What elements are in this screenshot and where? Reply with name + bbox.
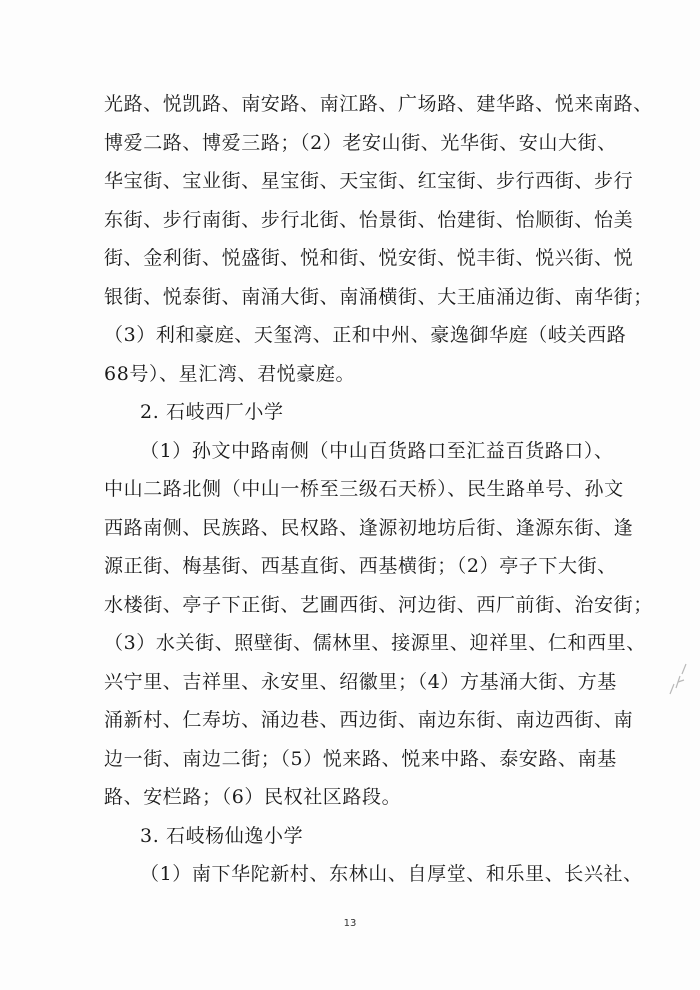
section-heading-2: 2. 石岐西厂小学 [140, 401, 284, 423]
text-line-19: 路、安栏路；（6）民权社区路段。 [104, 786, 402, 808]
text-line-10: （1）孙文中路南侧（中山百货路口至汇益百货路口）、 [140, 439, 614, 462]
text-line-14: 水楼街、亭子下正街、艺圃西街、河边街、西厂前街、治安街； [104, 593, 653, 616]
text-line-2: 博爱二路、博爱三路；（2）老安山街、光华街、安山大街、 [104, 131, 617, 154]
text-line-11: 中山二路北侧（中山一桥至三级石天桥）、民生路单号、孙文 [104, 478, 624, 500]
text-line-7: （3）利和豪庭、天玺湾、正和中州、豪逸御华庭（岐关西路 [104, 324, 627, 346]
text-line-1: 光路、悦凯路、南安路、南江路、广场路、建华路、悦来南路、 [104, 93, 653, 115]
text-line-3: 华宝街、宝业街、星宝街、天宝街、红宝街、步行西街、步行 [104, 170, 634, 192]
text-line-18: 边一街、南边二街；（5）悦来路、悦来中路、泰安路、南基 [104, 747, 617, 770]
text-line-13: 源正街、梅基街、西基直街、西基横街；（2）亭子下大街、 [104, 555, 617, 577]
margin-scribble-mark [664, 644, 694, 704]
text-line-15: （3）水关街、照壁街、儒林里、接源里、迎祥里、仁和西里、 [104, 632, 646, 654]
text-line-5: 街、金利街、悦盛街、悦和街、悦安街、悦丰街、悦兴街、悦 [104, 247, 634, 269]
text-line-12: 西路南侧、民族路、民权路、逢源初地坊后街、逢源东街、逢 [104, 516, 634, 539]
text-line-4: 东街、步行南街、步行北街、怡景街、怡建街、怡顺街、怡美 [104, 208, 634, 231]
page-number: 13 [343, 918, 357, 929]
text-line-17: 涌新村、仁寿坊、涌边巷、西边街、南边东街、南边西街、南 [104, 709, 634, 731]
text-line-16: 兴宁里、吉祥里、永安里、绍徽里；（4）方基涌大街、方基 [104, 670, 617, 693]
text-line-6: 银街、悦泰街、南涌大街、南涌横街、大王庙涌边街、南华街； [104, 285, 653, 308]
text-line-8: 68号）、星汇湾、君悦豪庭。 [104, 362, 356, 385]
text-line-21: （1）南下华陀新村、东林山、自厚堂、和乐里、长兴社、 [140, 863, 643, 885]
section-heading-3: 3. 石岐杨仙逸小学 [140, 824, 304, 847]
